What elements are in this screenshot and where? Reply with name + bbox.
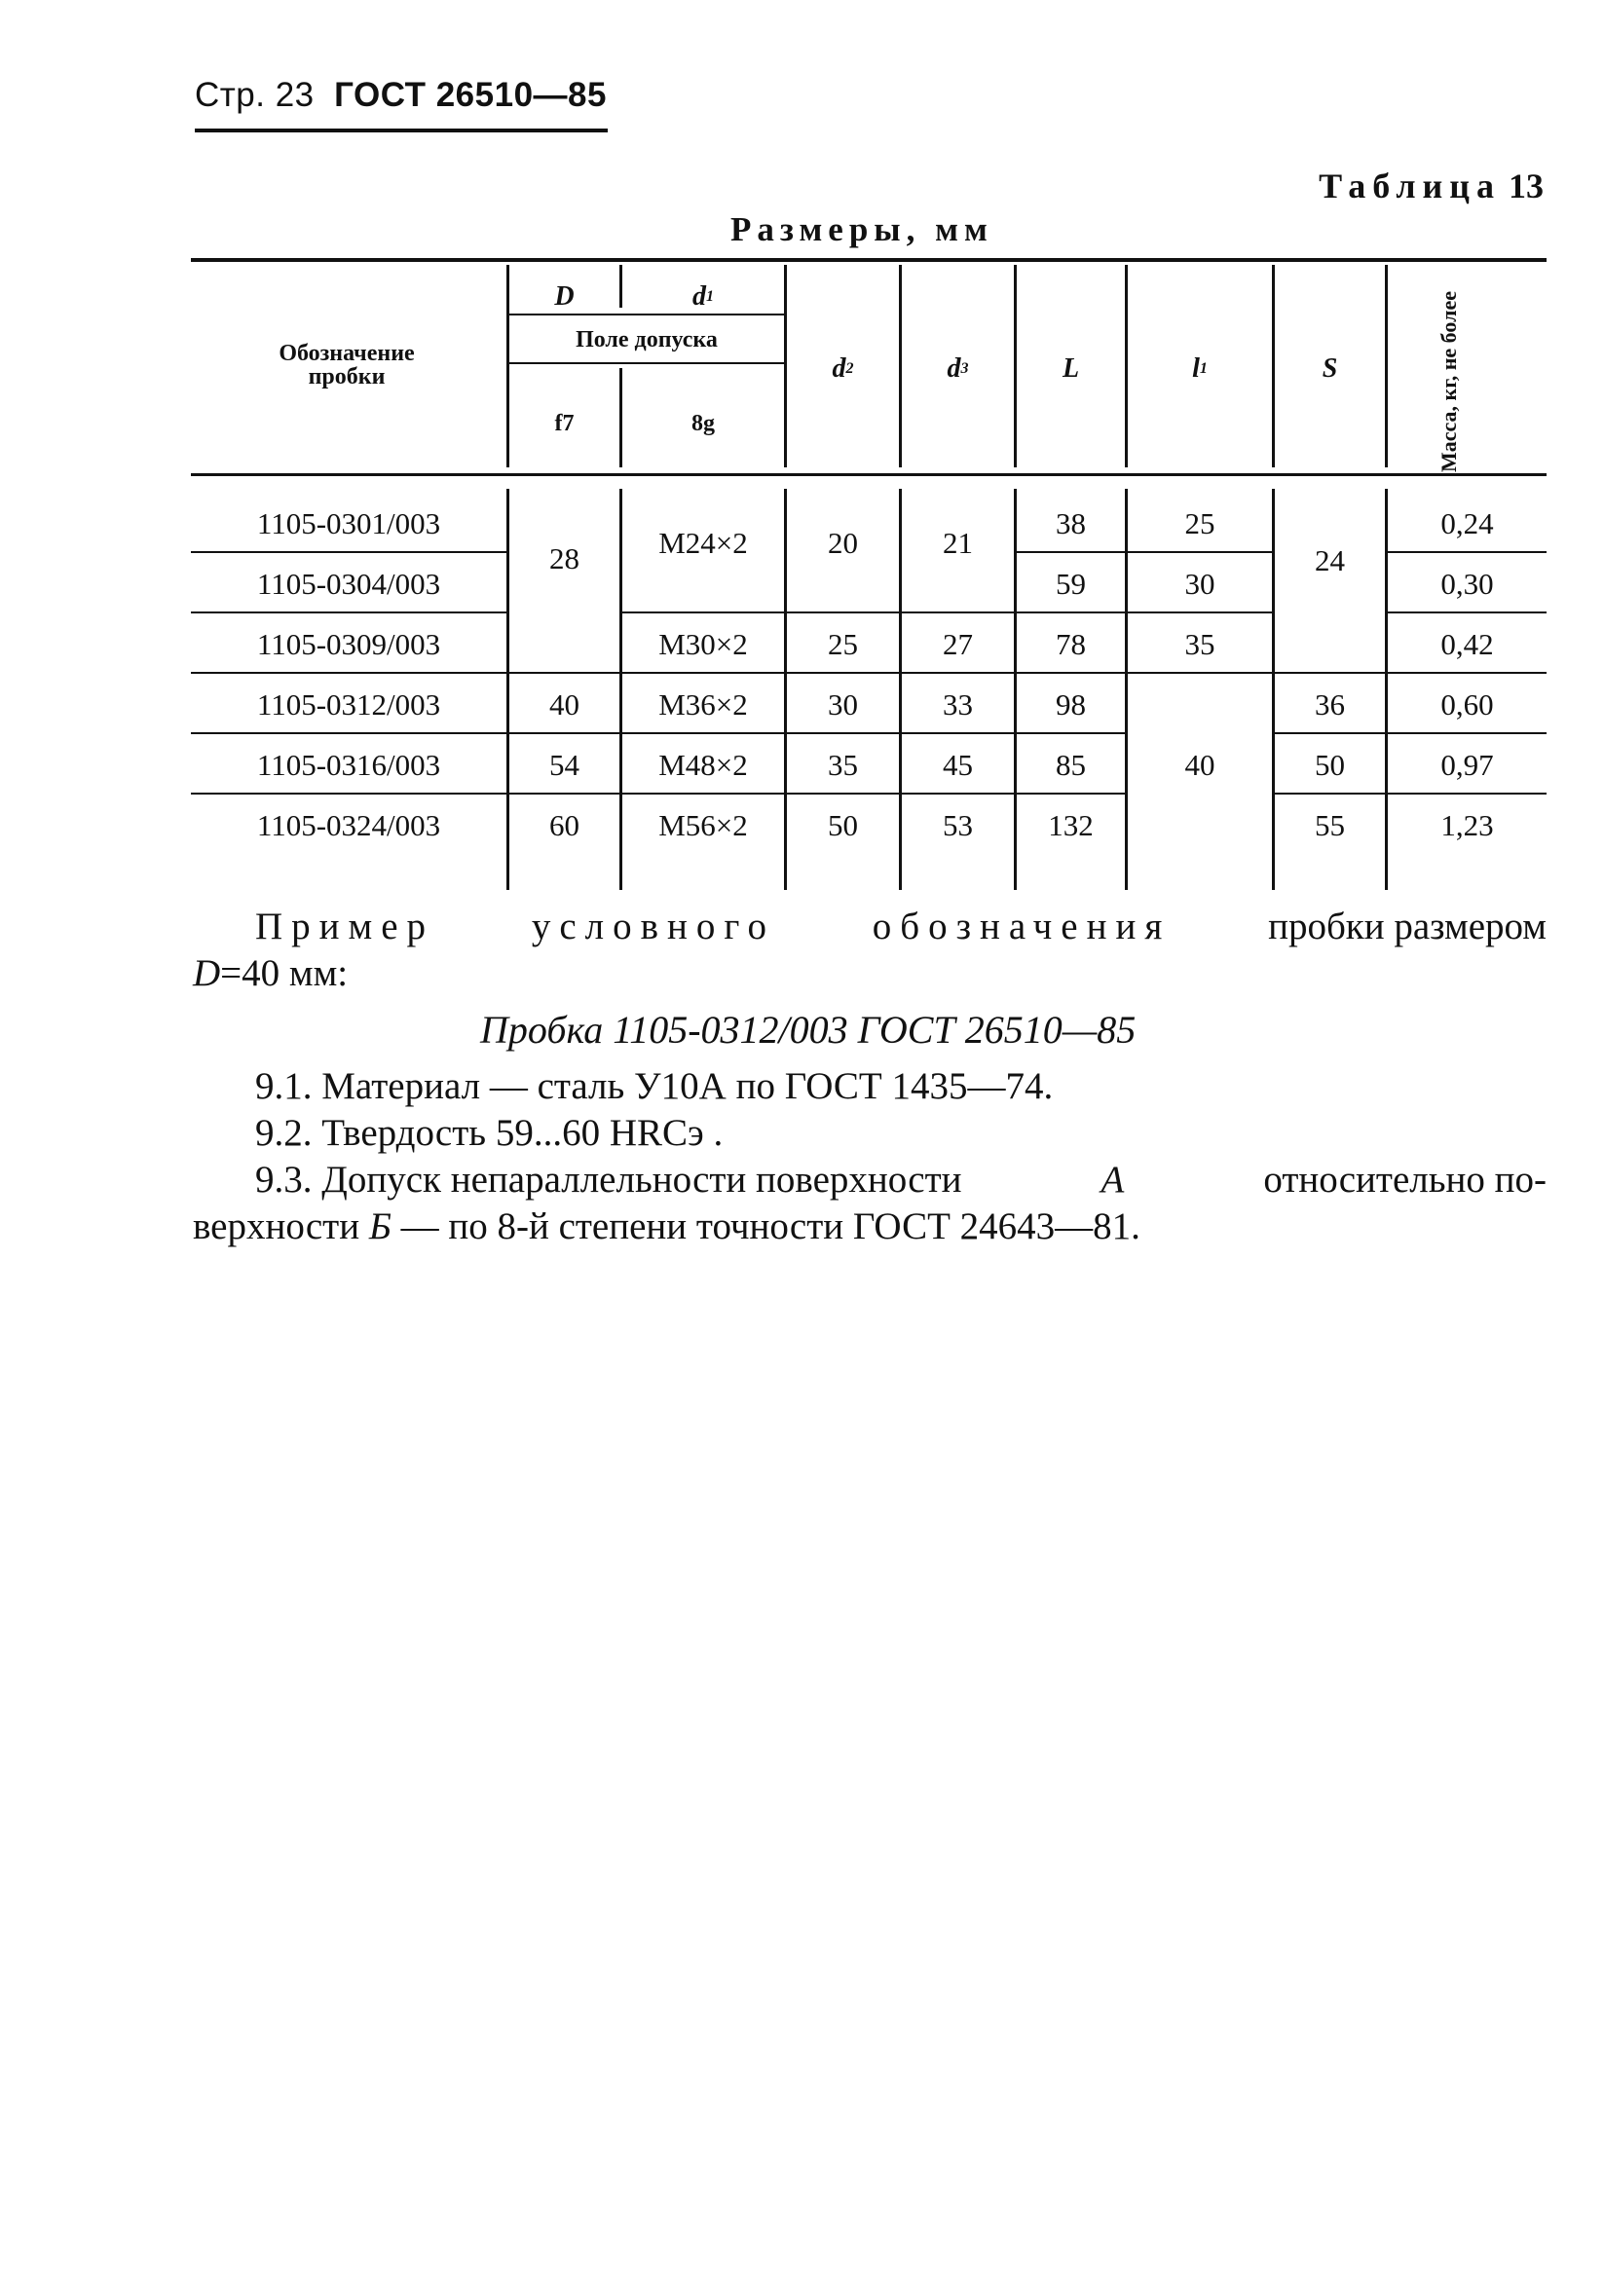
- S-cell-merged: 24: [1315, 543, 1345, 577]
- row-rule: [622, 611, 1014, 613]
- clause-9-1: 9.1. Материал — сталь У10А по ГОСТ 1435—74.: [255, 1065, 1054, 1107]
- mass-cell: 0,24: [1440, 506, 1494, 540]
- d1-cell: M30×2: [658, 627, 748, 661]
- sizes-caption: Размеры, мм: [730, 210, 993, 248]
- clause-9-3-line-1: [255, 1157, 1547, 1204]
- row-rule: [1017, 672, 1125, 674]
- example-word-3: обозначения: [872, 906, 1172, 947]
- d1-cell: M48×2: [658, 748, 748, 782]
- L-cell: 59: [1056, 567, 1086, 601]
- row-rule: [622, 793, 1014, 795]
- header-hline: [509, 314, 784, 315]
- row-rule: [1388, 551, 1547, 553]
- example-line-2: [193, 950, 348, 997]
- example-line-2-text: =40 мм:: [220, 952, 349, 994]
- d2-cell: 50: [828, 808, 858, 842]
- row-rule: [1388, 672, 1547, 674]
- row-rule: [1128, 672, 1272, 674]
- header-hline: [509, 362, 784, 364]
- L-cell: 132: [1048, 808, 1094, 842]
- designation-cell: 1105-0304/003: [256, 567, 441, 601]
- D-cell-merged: 28: [549, 541, 579, 575]
- row-rule: [191, 551, 506, 553]
- d2-cell-merged: 20: [828, 526, 858, 560]
- row-rule: [622, 672, 1014, 674]
- header-rule: [195, 129, 608, 132]
- designation-cell: 1105-0316/003: [256, 748, 441, 782]
- d2-cell: 30: [828, 687, 858, 722]
- table-title: [1319, 166, 1544, 206]
- clause-9-2: 9.2. Твердость 59...60 HRCэ .: [255, 1112, 724, 1154]
- page-number: Стр. 23: [195, 76, 315, 114]
- row-rule: [1388, 732, 1547, 734]
- col-designation-header: Обозначение пробки: [279, 341, 415, 389]
- row-rule: [1017, 793, 1125, 795]
- clause-9-3-text-d: — по 8-й степени точности ГОСТ 24643—81.: [400, 1205, 1140, 1247]
- S-cell: 50: [1315, 748, 1345, 782]
- d1-subscript: 1: [706, 288, 714, 305]
- designation-cell: 1105-0312/003: [256, 687, 441, 722]
- mass-cell: 0,30: [1440, 567, 1494, 601]
- designation-cell: 1105-0309/003: [256, 627, 441, 661]
- l1-cell: 35: [1184, 627, 1215, 661]
- row-rule: [1275, 732, 1385, 734]
- row-rule: [1388, 611, 1547, 613]
- designation-cell: 1105-0301/003: [256, 506, 441, 540]
- clause-9-3-text-b: относительно по-: [1263, 1159, 1547, 1201]
- mass-cell: 0,60: [1440, 687, 1494, 722]
- l1-letter: l: [1192, 353, 1200, 384]
- clause-9-3-text-c: верхности: [193, 1205, 360, 1247]
- d2-cell: 35: [828, 748, 858, 782]
- d2-letter: d: [832, 353, 846, 384]
- col-d1-header: [622, 282, 784, 312]
- d3-cell: 45: [943, 748, 973, 782]
- col-D-header: D: [554, 281, 575, 312]
- col-mass-header: Масса, кг, не более: [1436, 291, 1461, 472]
- example-word-4: пробки размером: [1268, 906, 1547, 947]
- example-word-1: Пример: [255, 906, 435, 947]
- d3-cell-merged: 21: [943, 526, 973, 560]
- row-rule: [1128, 611, 1272, 613]
- L-cell: 78: [1056, 627, 1086, 661]
- row-rule: [622, 732, 1014, 734]
- table-top-rule: [191, 258, 1547, 262]
- col-l1-header: [1128, 352, 1272, 386]
- d3-cell: 53: [943, 808, 973, 842]
- tolerance-field-header: Поле допуска: [576, 327, 718, 352]
- d1-cell: M36×2: [658, 687, 748, 722]
- col-f7-header: f7: [554, 411, 575, 436]
- page-header: [195, 76, 607, 115]
- S-cell: 36: [1315, 687, 1345, 722]
- table-label: Таблица: [1319, 167, 1501, 205]
- d1-cell-merged: M24×2: [658, 526, 748, 560]
- clause-9-3-text-a: 9.3. Допуск непараллельности поверхности: [255, 1159, 962, 1201]
- S-cell: 55: [1315, 808, 1345, 842]
- table-header-rule: [191, 473, 1547, 476]
- L-cell: 85: [1056, 748, 1086, 782]
- d2-cell: 25: [828, 627, 858, 661]
- d1-letter: d: [692, 281, 706, 312]
- col-d2-header: [787, 352, 899, 386]
- d1-cell: M56×2: [658, 808, 748, 842]
- clause-9-3-line-2: [193, 1204, 1140, 1250]
- row-rule: [191, 793, 506, 795]
- col-d3-header: [902, 352, 1014, 386]
- clause-var-B: Б: [368, 1205, 392, 1247]
- d3-letter: d: [947, 353, 961, 384]
- row-rule: [1017, 551, 1125, 553]
- row-rule: [191, 611, 506, 613]
- row-rule: [191, 732, 506, 734]
- l1-subscript: 1: [1199, 360, 1208, 377]
- d2-subscript: 2: [845, 360, 854, 377]
- D-cell: 60: [549, 808, 579, 842]
- row-rule: [1017, 611, 1125, 613]
- example-designation: Пробка 1105-0312/003 ГОСТ 26510—85: [480, 1008, 1137, 1052]
- d3-cell: 27: [943, 627, 973, 661]
- col-8g-header: 8g: [691, 411, 715, 436]
- mass-cell: 1,23: [1440, 808, 1494, 842]
- col-S-header: S: [1322, 353, 1338, 384]
- row-rule: [509, 672, 619, 674]
- col-L-header: L: [1062, 353, 1080, 384]
- row-rule: [1388, 793, 1547, 795]
- example-word-2: условного: [531, 906, 775, 947]
- clause-var-A: А: [1100, 1159, 1125, 1201]
- d3-cell: 33: [943, 687, 973, 722]
- table-number: 13: [1509, 167, 1544, 205]
- mass-cell: 0,42: [1440, 627, 1494, 661]
- d3-subscript: 3: [960, 360, 969, 377]
- row-rule: [509, 793, 619, 795]
- row-rule: [1275, 672, 1385, 674]
- mass-cell: 0,97: [1440, 748, 1494, 782]
- row-rule: [1128, 551, 1272, 553]
- standard-number: ГОСТ 26510—85: [334, 76, 607, 114]
- D-cell: 40: [549, 687, 579, 722]
- row-rule: [1017, 732, 1125, 734]
- L-cell: 38: [1056, 506, 1086, 540]
- L-cell: 98: [1056, 687, 1086, 722]
- example-line-1: [255, 904, 1547, 950]
- row-rule: [1275, 793, 1385, 795]
- row-rule: [191, 672, 506, 674]
- header-vline: [1385, 265, 1388, 467]
- l1-cell-merged: 40: [1184, 748, 1215, 782]
- designation-cell: 1105-0324/003: [256, 808, 441, 842]
- example-var-D: D: [193, 952, 221, 994]
- l1-cell: 25: [1184, 506, 1215, 540]
- row-rule: [509, 732, 619, 734]
- D-cell: 54: [549, 748, 579, 782]
- l1-cell: 30: [1184, 567, 1215, 601]
